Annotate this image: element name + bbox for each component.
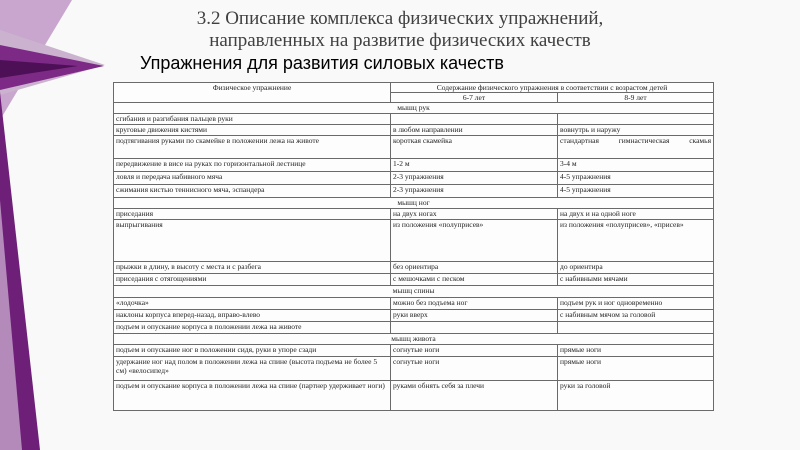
age-8-9-cell: подъем рук и ног одновременно <box>558 298 714 310</box>
exercise-cell: удержание ног над полом в положении лежа на спине (высота подъема не более 5 см) «велосипед» <box>114 357 391 381</box>
age-6-7-cell: 2-3 упражнения <box>391 185 558 198</box>
exercise-cell: сгибания и разгибания пальцев руки <box>114 114 391 125</box>
exercise-cell: наклоны корпуса вперед-назад, вправо-влево <box>114 310 391 322</box>
exercise-cell: выпрыгивания <box>114 220 391 262</box>
section-abs: мышц живота <box>114 334 714 345</box>
table-row <box>114 172 714 185</box>
age-6-7-cell: короткая скамейка <box>391 136 558 159</box>
header-row <box>114 83 714 93</box>
section-row <box>114 198 714 209</box>
age-8-9-cell: прямые ноги <box>558 357 714 381</box>
age-8-9-cell: стандартная гимнастическая скамья <box>558 136 714 159</box>
age-6-7-cell: из положения «полуприсев» <box>391 220 558 262</box>
exercise-cell: подтягивания руками по скамейке в положении лежа на животе <box>114 136 391 159</box>
age-8-9-cell: 4-5 упражнения <box>558 172 714 185</box>
age-6-7-cell: можно без подъема ног <box>391 298 558 310</box>
age-6-7-cell: согнутые ноги <box>391 345 558 357</box>
exercise-cell: прыжки в длину, в высоту с места и с разбега <box>114 262 391 274</box>
exercise-cell: подъем и опускание корпуса в положении лежа на спине (партнер удерживает ноги) <box>114 381 391 411</box>
age-6-7-cell: 1-2 м <box>391 159 558 172</box>
table-row <box>114 262 714 274</box>
age-8-9-cell: 4-5 упражнения <box>558 185 714 198</box>
age-8-9-cell: из положения «полуприсев», «присев» <box>558 220 714 262</box>
exercise-cell: сжимания кистью теннисного мяча, эспандера <box>114 185 391 198</box>
age-6-7-cell: в любом направлении <box>391 125 558 136</box>
age-6-7-cell: руками обнять себя за плечи <box>391 381 558 411</box>
section-row <box>114 286 714 298</box>
age-8-9-cell: до ориентира <box>558 262 714 274</box>
section-row <box>114 103 714 114</box>
table-row <box>114 345 714 357</box>
exercise-cell: подъем и опускание корпуса в положении лежа на животе <box>114 322 391 334</box>
header-content: Содержание физического упражнения в соответствии с возрастом детей <box>391 83 714 93</box>
table-row <box>114 357 714 381</box>
table-row <box>114 136 714 159</box>
age-6-7-cell: на двух ногах <box>391 209 558 220</box>
table-row <box>114 381 714 411</box>
section-back: мышц спины <box>114 286 714 298</box>
section-legs: мышц ног <box>114 198 714 209</box>
table-row <box>114 114 714 125</box>
table-row <box>114 185 714 198</box>
exercise-cell: приседания с отягощениями <box>114 274 391 286</box>
age-8-9-cell: прямые ноги <box>558 345 714 357</box>
section-arms: мышц рук <box>114 103 714 114</box>
exercise-cell: приседания <box>114 209 391 220</box>
age-6-7-cell: руки вверх <box>391 310 558 322</box>
slide-subtitle: Упражнения для развития силовых качеств <box>140 53 504 73</box>
age-6-7-cell: согнутые ноги <box>391 357 558 381</box>
age-6-7-cell <box>391 114 558 125</box>
table-row <box>114 310 714 322</box>
table-row <box>114 322 714 334</box>
age-8-9-cell: 3-4 м <box>558 159 714 172</box>
age-8-9-cell <box>558 114 714 125</box>
age-6-7-cell: с мешочками с песком <box>391 274 558 286</box>
table-row <box>114 209 714 220</box>
exercise-cell: «лодочка» <box>114 298 391 310</box>
header-exercise: Физическое упражнение <box>114 83 391 103</box>
slide-title: 3.2 Описание комплекса физических упражнений, направленных на развитие физических качеств <box>196 8 604 51</box>
exercise-cell: ловля и передача набивного мяча <box>114 172 391 185</box>
decorative-triangles <box>0 0 130 450</box>
age-8-9-cell <box>558 322 714 334</box>
section-row <box>114 334 714 345</box>
exercise-cell: подъем и опускание ног в положении сидя, руки в упоре сзади <box>114 345 391 357</box>
age-8-9-cell: руки за головой <box>558 381 714 411</box>
age-6-7-cell <box>391 322 558 334</box>
table-row <box>114 125 714 136</box>
table-row <box>114 159 714 172</box>
age-6-7-cell: 2-3 упражнения <box>391 172 558 185</box>
age-6-7-cell: без ориентира <box>391 262 558 274</box>
header-age-6-7: 6-7 лет <box>391 93 558 103</box>
exercise-cell: передвижение в висе на руках по горизонтальной лестнице <box>114 159 391 172</box>
age-8-9-cell: на двух и на одной ноге <box>558 209 714 220</box>
table-row <box>114 274 714 286</box>
age-8-9-cell: вовнутрь и наружу <box>558 125 714 136</box>
table-row <box>114 298 714 310</box>
table-row <box>114 220 714 262</box>
header-age-8-9: 8-9 лет <box>558 93 714 103</box>
exercise-table <box>113 82 714 411</box>
age-8-9-cell: с набивным мячом за головой <box>558 310 714 322</box>
age-8-9-cell: с набивными мячами <box>558 274 714 286</box>
exercise-cell: круговые движения кистями <box>114 125 391 136</box>
